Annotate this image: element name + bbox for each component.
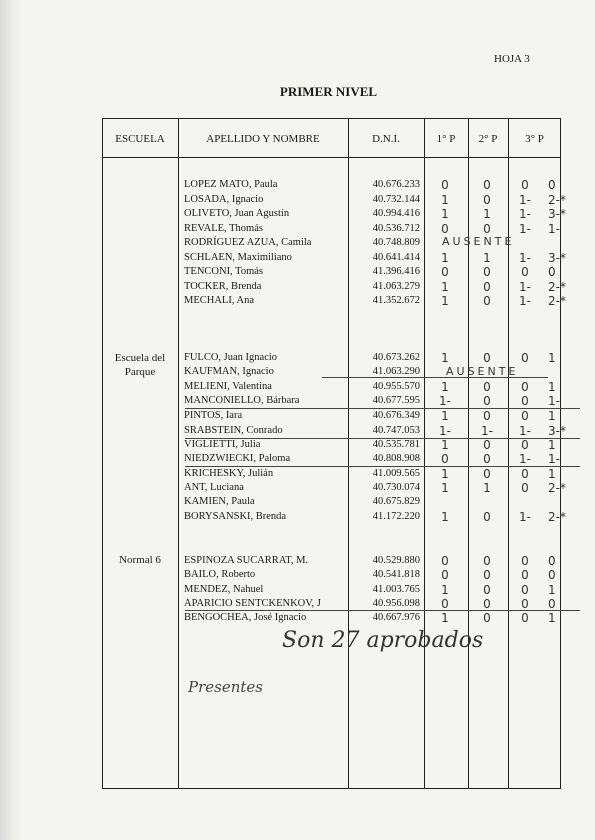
student-dni: 40.535.781 bbox=[372, 439, 420, 450]
student-name: MECHALI, Ana bbox=[184, 295, 254, 306]
student-dni: 40.641.414 bbox=[372, 252, 420, 263]
student-name: TENCONI, Tomás bbox=[184, 266, 263, 277]
grade-p3: 0 bbox=[521, 611, 529, 625]
grade-p2: 0 bbox=[483, 265, 491, 279]
grade-p3: 0 bbox=[521, 265, 529, 279]
student-name: RODRÍGUEZ AZUA, Camila bbox=[184, 237, 312, 248]
grade-p1: 0 bbox=[441, 597, 449, 611]
student-dni: 41.009.565 bbox=[372, 468, 420, 479]
header-nombre: APELLIDO Y NOMBRE bbox=[206, 133, 320, 145]
grade-p1: 1 bbox=[441, 481, 449, 495]
grade-p1: 0 bbox=[441, 222, 449, 236]
grade-p2: 0 bbox=[483, 510, 491, 524]
school-name: Normal 6 bbox=[119, 554, 161, 566]
strike-line bbox=[185, 438, 580, 439]
grade-p1: 1 bbox=[441, 380, 449, 394]
grade-p1: 1 bbox=[441, 583, 449, 597]
grade-p2: 1- bbox=[481, 424, 493, 438]
grade-p3: 0 bbox=[521, 438, 529, 452]
student-name: TOCKER, Brenda bbox=[184, 281, 262, 292]
grade-p3: 0 bbox=[521, 394, 529, 408]
student-name: BENGOCHEA, José Ignacio bbox=[184, 612, 307, 623]
header-dni: D.N.I. bbox=[372, 133, 400, 145]
grade-final: 2-* bbox=[548, 193, 566, 207]
grade-p2: 0 bbox=[483, 351, 491, 365]
grade-p1: 1 bbox=[441, 351, 449, 365]
column-divider bbox=[424, 118, 425, 789]
grade-p1: 1 bbox=[441, 207, 449, 221]
student-dni: 40.994.416 bbox=[372, 208, 420, 219]
student-name: KRICHESKY, Julián bbox=[184, 468, 274, 479]
grade-p1 bbox=[428, 495, 462, 509]
student-dni: 40.541.818 bbox=[372, 569, 420, 580]
grade-final: 0 bbox=[548, 178, 556, 192]
grade-p1: 1 bbox=[441, 193, 449, 207]
grade-p3: 1- bbox=[519, 222, 531, 236]
absent-mark: AUSENTE bbox=[442, 235, 515, 248]
student-name: ESPINOZA SUCARRAT, M. bbox=[184, 555, 309, 566]
student-dni: 41.396.416 bbox=[372, 266, 420, 277]
grade-p3: 1- bbox=[519, 452, 531, 466]
student-dni: 41.003.765 bbox=[372, 584, 420, 595]
school-name: Escuela del Parque bbox=[114, 352, 166, 378]
student-dni: 41.063.279 bbox=[372, 281, 420, 292]
header-p3: 3° P bbox=[525, 133, 544, 145]
student-name: VIGLIETTI, Julia bbox=[184, 439, 261, 450]
grade-p2: 1 bbox=[483, 251, 491, 265]
student-dni: 40.747.053 bbox=[372, 425, 420, 436]
grade-p2: 0 bbox=[483, 409, 491, 423]
grade-p1: 1 bbox=[441, 294, 449, 308]
grade-p3: 0 bbox=[521, 583, 529, 597]
grade-final: 2-* bbox=[548, 510, 566, 524]
grade-p3: 1- bbox=[519, 510, 531, 524]
student-dni: 40.536.712 bbox=[372, 223, 420, 234]
page-label: HOJA 3 bbox=[494, 53, 530, 65]
absent-mark: AUSENTE bbox=[446, 365, 519, 378]
grade-p2: 0 bbox=[483, 193, 491, 207]
grade-p3: 0 bbox=[521, 597, 529, 611]
grade-final: 3-* bbox=[548, 251, 566, 265]
page-title: PRIMER NIVEL bbox=[279, 84, 378, 99]
grade-final bbox=[548, 495, 588, 509]
grade-p2: 0 bbox=[483, 597, 491, 611]
grade-p1: 1- bbox=[439, 424, 451, 438]
student-name: MANCONIELLO, Bárbara bbox=[184, 395, 300, 406]
grade-p1: 1 bbox=[441, 438, 449, 452]
student-name: MENDEZ, Nahuel bbox=[184, 584, 264, 595]
grade-final: 1- bbox=[548, 452, 560, 466]
grade-p2: 0 bbox=[483, 611, 491, 625]
grade-p3: 0 bbox=[521, 380, 529, 394]
grade-final: 1 bbox=[548, 438, 556, 452]
grade-final: 1 bbox=[548, 351, 556, 365]
grade-final: 0 bbox=[548, 265, 556, 279]
student-dni: 40.956.098 bbox=[372, 598, 420, 609]
grade-final: 0 bbox=[548, 554, 556, 568]
grade-p2: 0 bbox=[483, 568, 491, 582]
grade-final: 1 bbox=[548, 467, 556, 481]
page-edge-shadow bbox=[0, 0, 22, 840]
student-name: ANT, Luciana bbox=[184, 482, 244, 493]
grade-final: 2-* bbox=[548, 280, 566, 294]
grade-p3: 1- bbox=[519, 207, 531, 221]
strike-line bbox=[185, 610, 580, 611]
grade-p1: 1- bbox=[439, 394, 451, 408]
grade-p1: 0 bbox=[441, 265, 449, 279]
grade-p3: 0 bbox=[521, 467, 529, 481]
grade-p2: 0 bbox=[483, 467, 491, 481]
grade-p2: 0 bbox=[483, 452, 491, 466]
student-name: NIEDZWIECKI, Paloma bbox=[184, 453, 291, 464]
student-name: KAUFMAN, Ignacio bbox=[184, 366, 274, 377]
grade-p3: 0 bbox=[521, 568, 529, 582]
grade-p2: 1 bbox=[483, 207, 491, 221]
student-name: SRABSTEIN, Conrado bbox=[184, 425, 283, 436]
student-dni: 40.673.262 bbox=[372, 352, 420, 363]
grade-p3: 0 bbox=[521, 351, 529, 365]
grade-final: 1- bbox=[548, 394, 560, 408]
grade-p2: 0 bbox=[483, 280, 491, 294]
grade-final: 2-* bbox=[548, 294, 566, 308]
grade-p2 bbox=[470, 495, 504, 509]
grade-p1: 1 bbox=[441, 409, 449, 423]
student-dni: 41.172.220 bbox=[372, 511, 420, 522]
grade-final: 1 bbox=[548, 409, 556, 423]
grade-final bbox=[548, 236, 588, 250]
grade-p1: 1 bbox=[441, 280, 449, 294]
student-dni: 40.675.829 bbox=[372, 496, 420, 507]
student-name: PINTOS, Iara bbox=[184, 410, 243, 421]
grade-final: 2-* bbox=[548, 481, 566, 495]
grade-final: 1- bbox=[548, 222, 560, 236]
student-name: KAMIEN, Paula bbox=[184, 496, 255, 507]
grade-final: 1 bbox=[548, 380, 556, 394]
student-name: FULCO, Juan Ignacio bbox=[184, 352, 278, 363]
grade-p1: 0 bbox=[441, 568, 449, 582]
student-dni: 40.677.595 bbox=[372, 395, 420, 406]
handwritten-note: Presentes bbox=[188, 678, 263, 696]
student-name: OLIVETO, Juan Agustín bbox=[184, 208, 290, 219]
student-name: SCHLAEN, Maximiliano bbox=[184, 252, 292, 263]
grade-p2: 0 bbox=[483, 380, 491, 394]
grade-p1: 0 bbox=[441, 178, 449, 192]
student-dni: 40.667.976 bbox=[372, 612, 420, 623]
grade-final: 0 bbox=[548, 568, 556, 582]
grade-p1: 1 bbox=[441, 251, 449, 265]
header-p2: 2° P bbox=[478, 133, 498, 145]
grade-p3: 0 bbox=[521, 481, 529, 495]
grade-final: 3-* bbox=[548, 207, 566, 221]
grade-p2: 1 bbox=[483, 481, 491, 495]
student-dni: 40.676.233 bbox=[372, 179, 420, 190]
grade-p2: 0 bbox=[483, 583, 491, 597]
student-name: REVALE, Thomás bbox=[184, 223, 263, 234]
student-name: BAILO, Roberto bbox=[184, 569, 256, 580]
grade-p1: 1 bbox=[441, 611, 449, 625]
grade-p3: 0 bbox=[521, 554, 529, 568]
header-p1: 1° P bbox=[436, 133, 456, 145]
column-divider bbox=[178, 118, 179, 789]
student-name: LOSADA, Ignacio bbox=[184, 194, 264, 205]
grade-p1: 0 bbox=[441, 452, 449, 466]
strike-line bbox=[185, 408, 580, 409]
header-divider bbox=[102, 157, 561, 158]
student-dni: 40.730.074 bbox=[372, 482, 420, 493]
grade-p3: 0 bbox=[521, 178, 529, 192]
student-dni: 41.063.290 bbox=[372, 366, 420, 377]
column-divider bbox=[468, 118, 469, 789]
grade-final: 3-* bbox=[548, 424, 566, 438]
student-dni: 40.808.908 bbox=[372, 453, 420, 464]
header-escuela: ESCUELA bbox=[115, 133, 165, 145]
student-name: LOPEZ MATO, Paula bbox=[184, 179, 278, 190]
student-dni: 40.955.570 bbox=[372, 381, 420, 392]
grade-p2: 0 bbox=[483, 294, 491, 308]
student-dni: 40.529.880 bbox=[372, 555, 420, 566]
grade-p2: 0 bbox=[483, 394, 491, 408]
strike-line bbox=[185, 466, 580, 467]
student-name: BORYSANSKI, Brenda bbox=[184, 511, 287, 522]
grade-p1: 0 bbox=[441, 554, 449, 568]
handwritten-total: Son 27 aprobados bbox=[282, 628, 484, 653]
student-name: APARICIO SENTCKENKOV, J bbox=[184, 598, 321, 609]
grade-final: 0 bbox=[548, 597, 556, 611]
grade-p3 bbox=[508, 495, 542, 509]
grade-p3: 1- bbox=[519, 280, 531, 294]
grade-p2: 0 bbox=[483, 554, 491, 568]
grade-p2: 0 bbox=[483, 438, 491, 452]
grade-p3: 1- bbox=[519, 424, 531, 438]
grade-p1: 1 bbox=[441, 467, 449, 481]
grade-final: 1 bbox=[548, 583, 556, 597]
student-dni: 41.352.672 bbox=[372, 295, 420, 306]
student-name: MELIENI, Valentina bbox=[184, 381, 272, 392]
student-dni: 40.748.809 bbox=[372, 237, 420, 248]
grade-p3: 1- bbox=[519, 294, 531, 308]
grade-p3: 1- bbox=[519, 193, 531, 207]
grade-final: 1 bbox=[548, 611, 556, 625]
grade-p2: 0 bbox=[483, 222, 491, 236]
student-dni: 40.676.349 bbox=[372, 410, 420, 421]
grade-p3: 0 bbox=[521, 409, 529, 423]
grade-p3: 1- bbox=[519, 251, 531, 265]
grade-p1: 1 bbox=[441, 510, 449, 524]
grade-final bbox=[548, 365, 588, 379]
student-dni: 40.732.144 bbox=[372, 194, 420, 205]
grade-p2: 0 bbox=[483, 178, 491, 192]
